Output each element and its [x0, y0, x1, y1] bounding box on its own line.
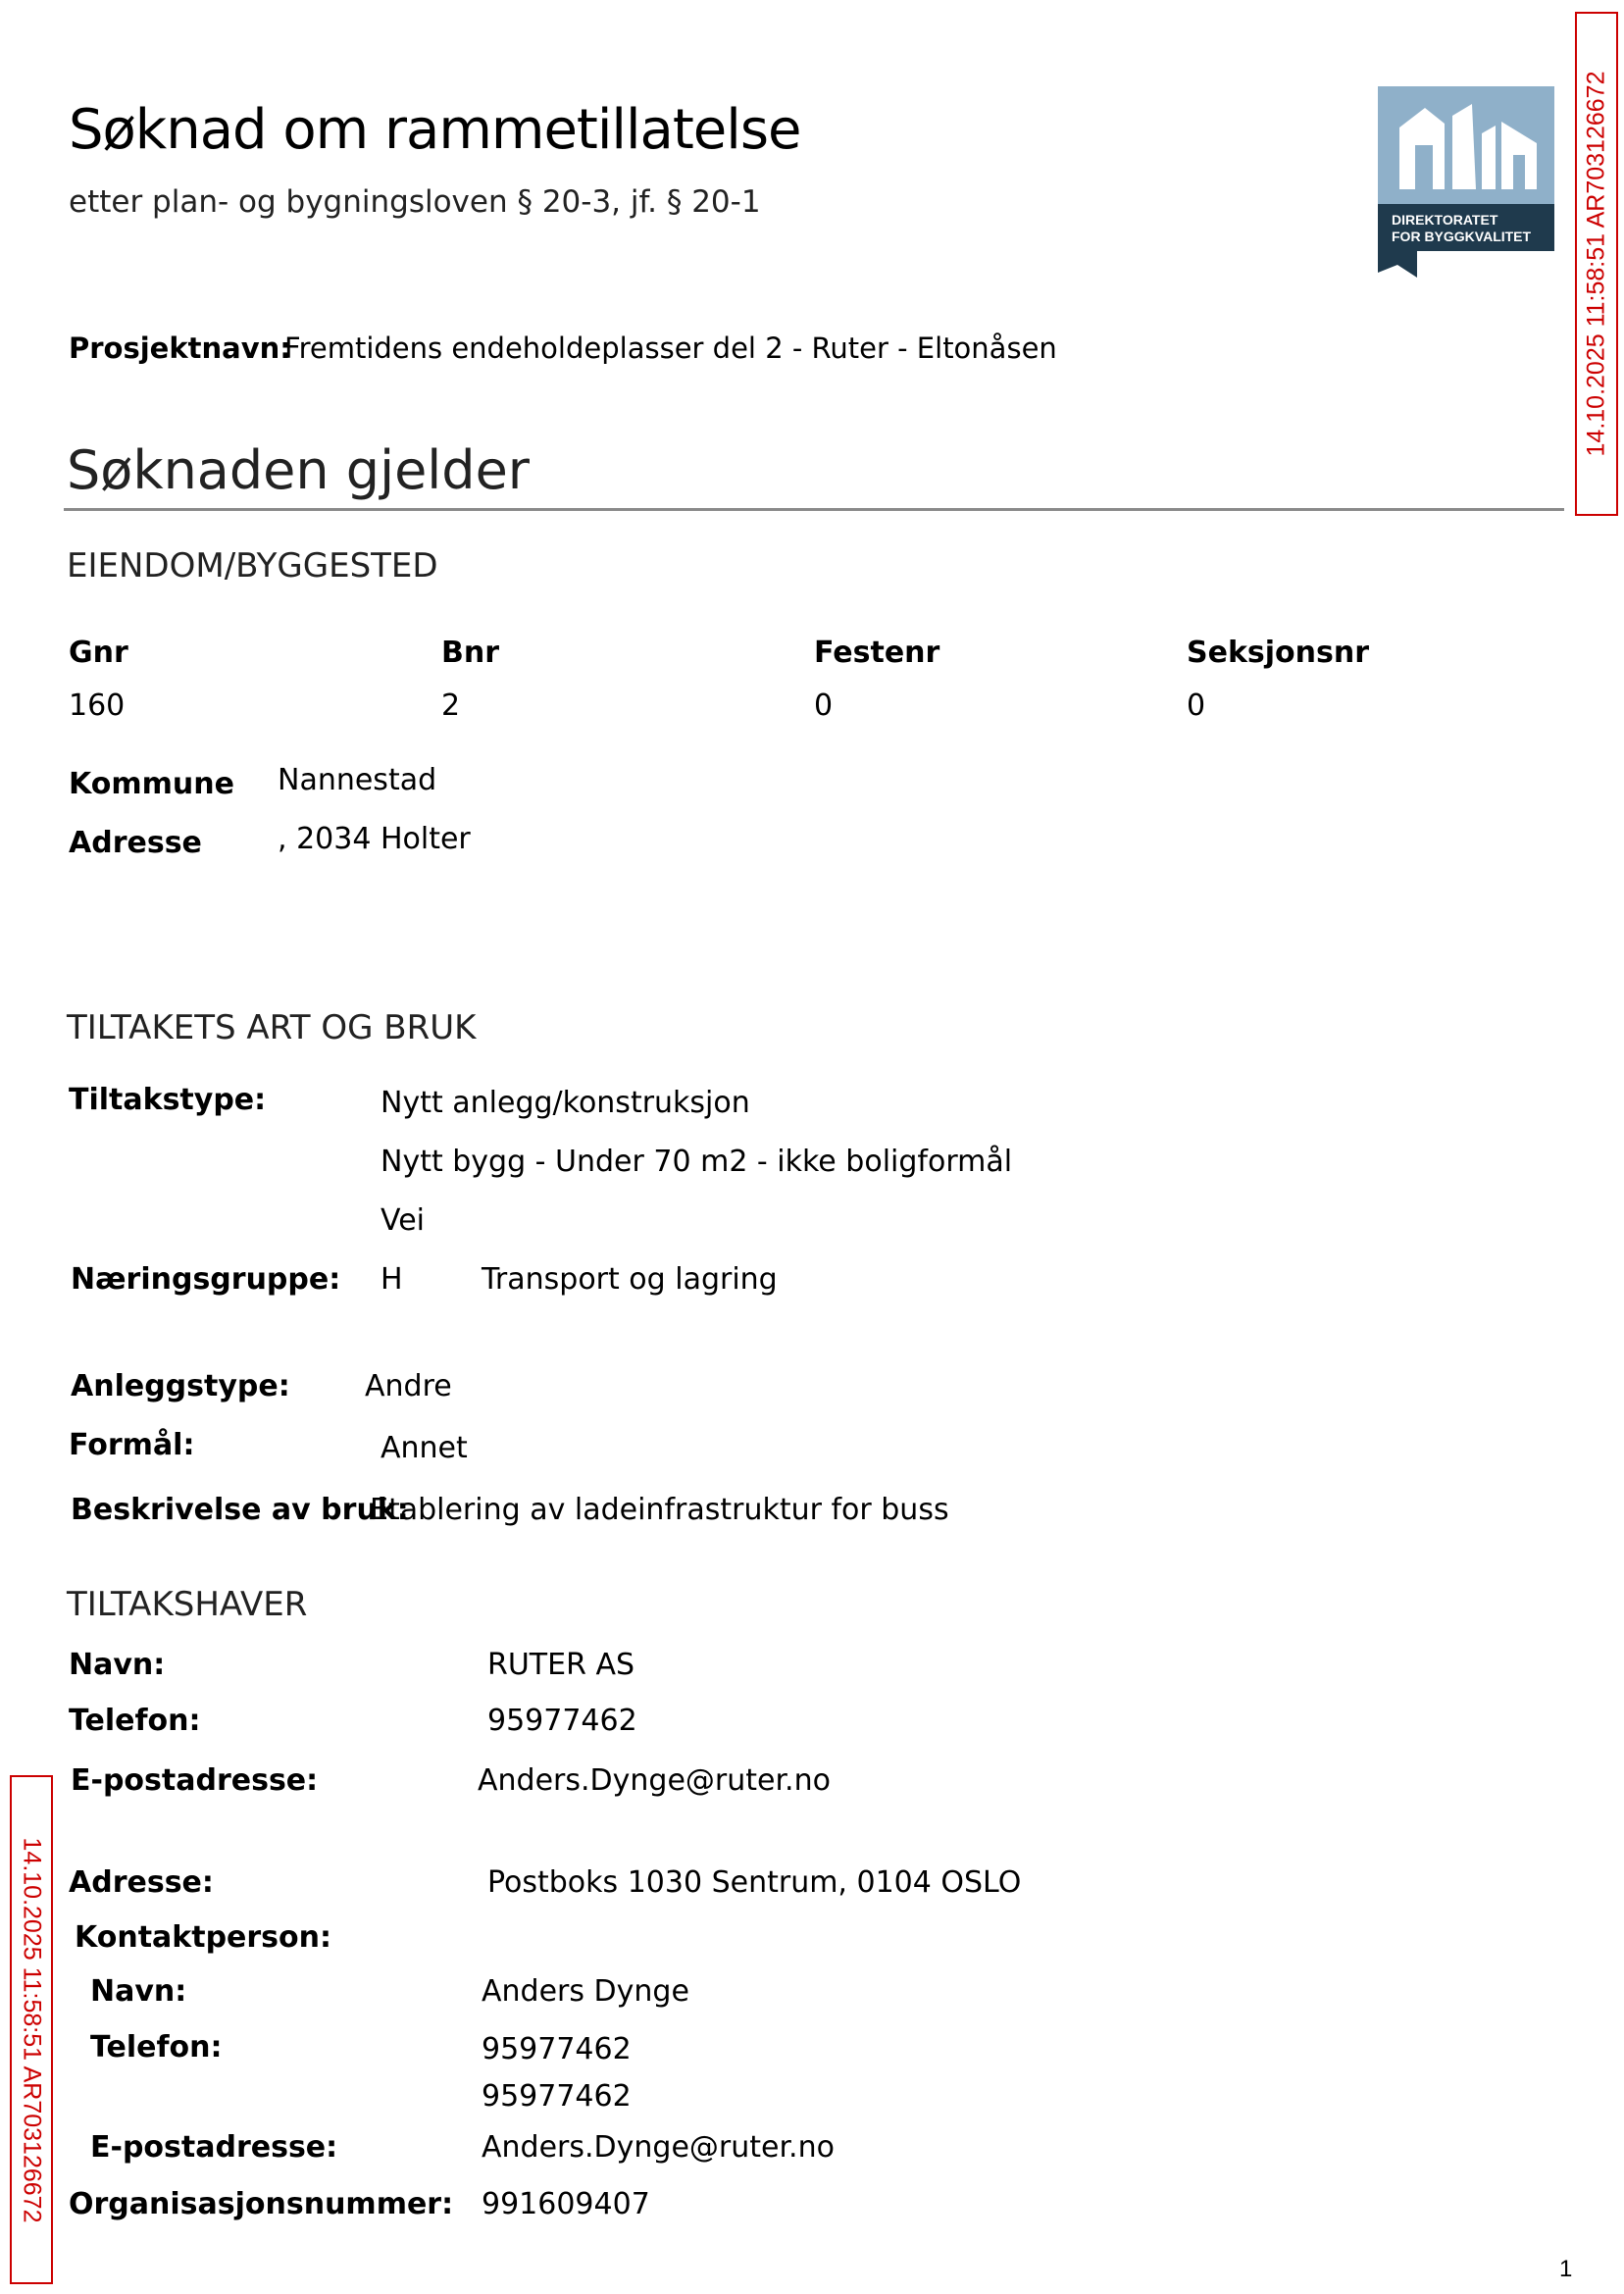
project-label: Prosjektnavn:: [69, 331, 291, 365]
seksjonsnr-value: 0: [1187, 688, 1206, 723]
contact-person-label: Kontaktperson:: [75, 1920, 332, 1955]
org-number: 991609407: [482, 2187, 650, 2221]
beskrivelse-label: Beskrivelse av bruk:: [71, 1493, 409, 1527]
gnr-value: 160: [69, 688, 126, 723]
anleggstype-value: Andre: [365, 1369, 452, 1403]
contact-phone-1: 95977462: [482, 2032, 632, 2066]
receipt-stamp-left: [10, 1775, 53, 2284]
adresse-value: , 2034 Holter: [278, 822, 471, 856]
main-heading: Søknaden gjelder: [67, 439, 530, 501]
owner-phone-label: Telefon:: [69, 1704, 201, 1738]
document-title: Søknad om rammetillatelse: [69, 98, 801, 162]
anleggstype-label: Anleggstype:: [71, 1369, 290, 1403]
beskrivelse-value: Etablering av ladeinfrastruktur for buss: [370, 1493, 949, 1527]
gnr-label: Gnr: [69, 636, 128, 670]
owner-heading: TILTAKSHAVER: [67, 1585, 308, 1624]
measure-heading: TILTAKETS ART OG BRUK: [67, 1008, 477, 1047]
stamp-text: 14.10.2025 11:58:51 AR703126672: [18, 1837, 46, 2222]
kommune-label: Kommune: [69, 767, 234, 801]
formal-label: Formål:: [69, 1428, 195, 1462]
owner-email-label: E-postadresse:: [71, 1763, 319, 1798]
receipt-stamp-right: [1575, 12, 1618, 516]
owner-phone: 95977462: [487, 1704, 637, 1738]
owner-address-label: Adresse:: [69, 1865, 214, 1900]
festenr-label: Festenr: [814, 636, 940, 670]
property-heading: EIENDOM/BYGGESTED: [67, 546, 438, 586]
owner-address: Postboks 1030 Sentrum, 0104 OSLO: [487, 1865, 1022, 1900]
adresse-label: Adresse: [69, 826, 202, 860]
document-subtitle: etter plan- og bygningsloven § 20-3, jf. § 20-1: [69, 184, 761, 220]
bnr-value: 2: [441, 688, 461, 723]
naeringsgruppe-value: Transport og lagring: [482, 1262, 778, 1297]
formal-value: Annet: [381, 1431, 468, 1465]
contact-name: Anders Dynge: [482, 1974, 689, 2009]
owner-email: Anders.Dynge@ruter.no: [478, 1763, 831, 1798]
page-number: 1: [1559, 2256, 1573, 2282]
tiltakstype-value-1: Nytt anlegg/konstruksjon: [381, 1086, 750, 1120]
owner-name-label: Navn:: [69, 1648, 166, 1682]
project-name: Fremtidens endeholdeplasser del 2 - Ruter - Eltonåsen: [284, 331, 1057, 365]
contact-name-label: Navn:: [90, 1974, 187, 2009]
tiltakstype-value-3: Vei: [381, 1203, 425, 1238]
festenr-value: 0: [814, 688, 834, 723]
logo-line-2: FOR BYGGKVALITET: [1392, 229, 1532, 244]
owner-name: RUTER AS: [487, 1648, 635, 1682]
contact-phone-label: Telefon:: [90, 2030, 223, 2065]
stamp-text: 14.10.2025 11:58:51 AR703126672: [1582, 71, 1610, 457]
heading-divider: [64, 508, 1564, 511]
kommune-value: Nannestad: [278, 763, 437, 797]
naeringsgruppe-label: Næringsgruppe:: [71, 1262, 341, 1297]
tiltakstype-label: Tiltakstype:: [69, 1083, 267, 1117]
contact-email: Anders.Dynge@ruter.no: [482, 2130, 835, 2165]
contact-email-label: E-postadresse:: [90, 2130, 338, 2165]
contact-phone-2: 95977462: [482, 2079, 632, 2114]
dibk-logo-icon: [1378, 86, 1554, 278]
org-number-label: Organisasjonsnummer:: [69, 2187, 454, 2221]
bnr-label: Bnr: [441, 636, 500, 670]
logo-line-1: DIREKTORATET: [1392, 212, 1498, 228]
seksjonsnr-label: Seksjonsnr: [1187, 636, 1370, 670]
naeringsgruppe-code: H: [381, 1262, 403, 1297]
tiltakstype-value-2: Nytt bygg - Under 70 m2 - ikke boligformål: [381, 1145, 1013, 1179]
